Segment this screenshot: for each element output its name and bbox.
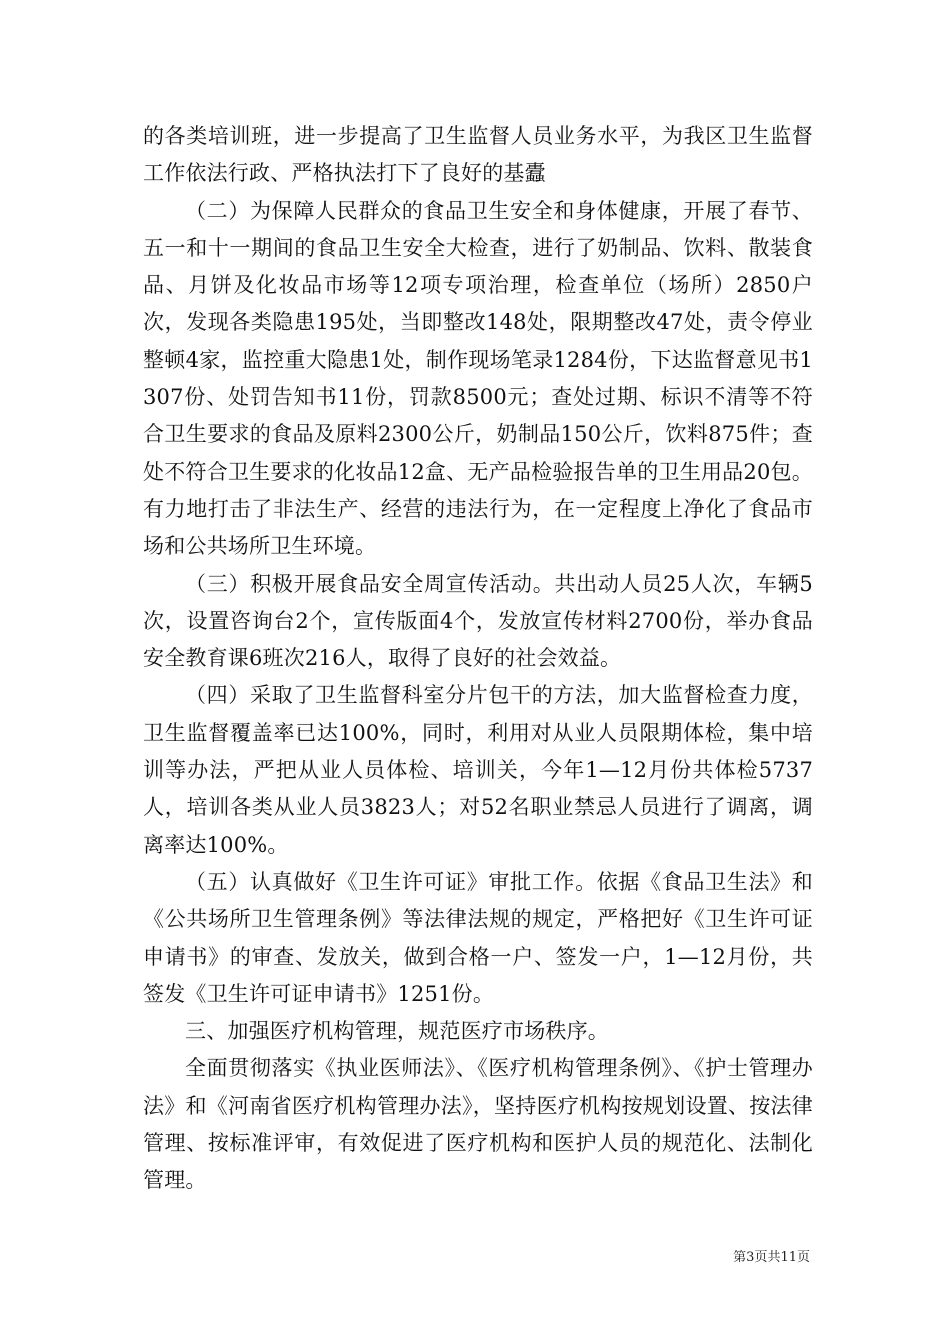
paragraph-section-3: （三）积极开展食品安全周宣传活动。共出动人员25人次，车辆5次，设置咨询台2个，宣传版面4个，发放宣传材料2700份，举办食品安全教育课6班次216人，取得了良好的社会效益。 bbox=[143, 571, 813, 671]
paragraph-section-4: （四）采取了卫生监督科室分片包干的方法，加大监督检查力度，卫生监督覆盖率已达100%，同时，利用对从业人员限期体检，集中培训等办法，严把从业人员体检、培训关，今年1—12月份共体检5737人，培训各类从业人员3823人；对52名职业禁忌人员进行了调离，调离率达100%。 bbox=[143, 683, 813, 857]
paragraph-continuation: 的各类培训班，进一步提高了卫生监督人员业务水平，为我区卫生监督工作依法行政、严格执法打下了良好的基蠹 bbox=[143, 124, 813, 186]
section-heading-3: 三、加强医疗机构管理，规范医疗市场秩序。 bbox=[185, 1019, 609, 1044]
body-text bbox=[143, 118, 813, 1200]
page-number-footer: 第3页共11页 bbox=[733, 1250, 810, 1265]
paragraph-section-5: （五）认真做好《卫生许可证》审批工作。依据《食品卫生法》和《公共场所卫生管理条例》等法律法规的规定，严格把好《卫生许可证申请书》的审查、发放关，做到合格一户、签发一户，1—12月份，共签发《卫生许可证申请书》1251份。 bbox=[143, 869, 813, 1006]
paragraph-section-2: （二）为保障人民群众的食品卫生安全和身体健康，开展了春节、五一和十一期间的食品卫生安全大检查，进行了奶制品、饮料、散装食品、月饼及化妆品市场等12项专项治理，检查单位（场所）2850户次，发现各类隐患195处，当即整改148处，限期整改47处，责令停业整顿4家，监控重大隐患1处，制作现场笔录1284份，下达监督意见书1307份、处罚告知书11份，罚款8500元；查处过期、标识不清等不符合卫生要求的食品及原料2300公斤，奶制品150公斤，饮料875件；查处不符合卫生要求的化妆品12盒、无产品检验报告单的卫生用品20包。有力地打击了非法生产、经营的违法行为，在一定程度上净化了食品市场和公共场所卫生环境。 bbox=[143, 198, 814, 559]
paragraph-medical-institutions: 全面贯彻落实《执业医师法》、《医疗机构管理条例》、《护士管理办法》和《河南省医疗机构管理办法》，坚持医疗机构按规划设置、按法律管理、按标准评审，有效促进了医疗机构和医护人员的规范化、法制化管理。 bbox=[143, 1056, 813, 1193]
